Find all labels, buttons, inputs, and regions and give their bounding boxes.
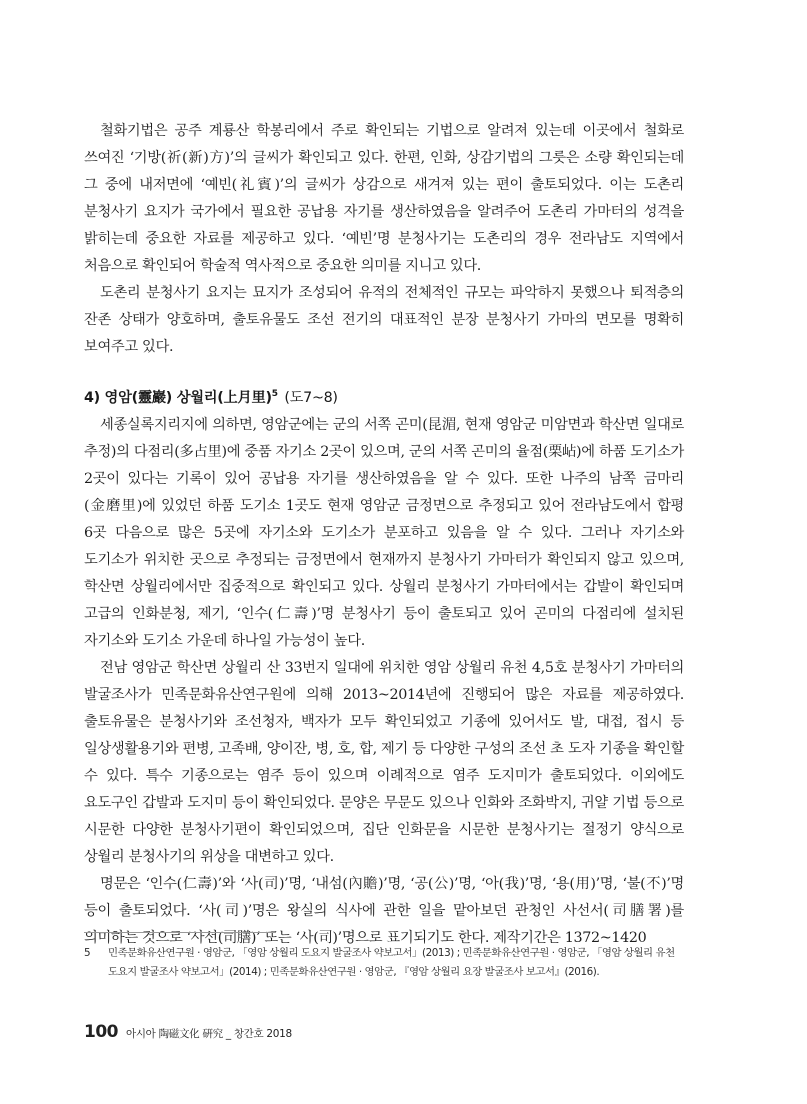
footnote [84, 944, 684, 982]
body-paragraph: 도촌리 분청사기 요지는 묘지가 조성되어 유적의 전체적인 규모는 파악하지 못했으나 퇴적층의 잔존 상태가 양호하며, 출토유물도 조선 전기의 대표적인 분장 분청사기 가마의 면모를 명확히 보여주고 있다. [84, 285, 684, 355]
footnote-number: 5 [84, 947, 91, 959]
footnote-reference[interactable]: 5 [271, 389, 278, 400]
body-paragraph: 전남 영암군 학산면 상월리 산 33번지 일대에 위치한 영암 상월리 유천 4,5호 분청사기 가마터의 발굴조사가 민족문화유산연구원에 의해 2013~2014년에 진행되어 많은 자료를 제공하였다. 출토유물은 분청사기와 조선청자, 백자가 모두 확인되었고 기종에 있어서도 발, 대접, 접시 등 일상생활용기와 편병, 고족배, 양이잔, 병, 호, 합, 제기 등 다양한 구성의 조선 초 도자 기종을 확인할 수 있다. 특수 기종으로는 염주 등이 있으며 이례적으로 염주 도지미가 출토되었다. 이외에도 요도구인 갑발과 도지미 등이 확인되었다. 문양은 무문도 있으나 인화와 조화박지, 귀얄 기법 등으로 시문한 다양한 분청사기편이 확인되었으며, 집단 인화문을 시문한 분청사기는 절정기 양식으로 상월리 분청사기의 위상을 대변하고 있다. [84, 660, 684, 865]
figure-reference: (도7~8) [284, 390, 338, 406]
footnote-divider [84, 932, 276, 933]
page-number: 100 [84, 1022, 118, 1042]
footnote-text: 민족문화유산연구원 · 영암군, 「영암 상월리 도요지 발굴조사 약보고서」(2013) ; 민족문화유산연구원 · 영암군, 「영암 상월리 유천 도요지 발굴조사 약보고서」(2014) ; 민족문화유산연구원 · 영암군, 『영암 상월리 요장 발굴조사 보고서』(2016). [108, 947, 675, 978]
section-heading-title: 4) 영암(靈巖) 상월리(上月里) [84, 390, 272, 406]
section-heading [84, 385, 684, 412]
body-paragraph: 세종실록지리지에 의하면, 영암군에는 군의 서쪽 곤미(昆湄, 현재 영암군 미암면과 학산면 일대로 추정)의 다점리(多占里)에 중품 자기소 2곳이 있으며, 군의 서쪽 곤미의 율점(栗岾)에 하품 도기소가 2곳이 있다는 기록이 있어 공납용 자기를 생산하였음을 알 수 있다. 또한 나주의 남쪽 금마리(金磨里)에 있었던 하품 도기소 1곳도 현재 영암군 금정면으로 추정되고 있어 전라남도에서 합평 6곳 다음으로 많은 5곳에 자기소와 도기소가 분포하고 있음을 알 수 있다. 그러나 자기소와 도기소가 위치한 곳으로 추정되는 금정면에서 현재까지 분청사기 가마터가 확인되지 않고 있으며, 학산면 상월리에서만 집중적으로 확인되고 있다. 상월리 분청사기 가마터에서는 갑발이 확인되며 고급의 인화분청, 제기, ‘인수(仁壽)’명 분청사기 등이 출토되고 있어 곤미의 다점리에 설치된 자기소와 도기소 가운데 하나일 가능성이 높다. [84, 417, 684, 649]
page-footer [84, 1022, 292, 1042]
running-title: 아시아 陶磁文化 硏究 _ 창간호 2018 [126, 1028, 292, 1040]
body-paragraph: 명문은 ‘인수(仁壽)’와 ‘사(司)’명, ‘내섬(內贍)’명, ‘공(公)’명, ‘아(我)’명, ‘용(用)’명, ‘불(不)’명 등이 출토되었다. ‘사(司)’명은 왕실의 식사에 관한 일을 맡아보던 관청인 사선서(司膳署)를 의미하는 것으로 ‘사선(司膳)’ 또는 ‘사(司)’명으로 표기되기도 한다. 제작기간은 1372~1420 [84, 876, 684, 946]
page-body [84, 118, 684, 952]
body-paragraph: 철화기법은 공주 계룡산 학봉리에서 주로 확인되는 기법으로 알려져 있는데 이곳에서 철화로 쓰여진 ‘기방(祈(新)方)’의 글씨가 확인되고 있다. 한편, 인화, 상감기법의 그릇은 소량 확인되는데 그 중에 내저면에 ‘예빈(礼賓)’의 글씨가 상감으로 새겨져 있는 편이 출토되었다. 이는 도촌리 분청사기 요지가 국가에서 필요한 공납용 자기를 생산하였음을 알려주어 도촌리 가마터의 성격을 밝히는데 중요한 자료를 제공하고 있다. ‘예빈’명 분청사기는 도촌리의 경우 전라남도 지역에서 처음으로 확인되어 학술적 역사적으로 중요한 의미를 지니고 있다. [84, 123, 684, 274]
